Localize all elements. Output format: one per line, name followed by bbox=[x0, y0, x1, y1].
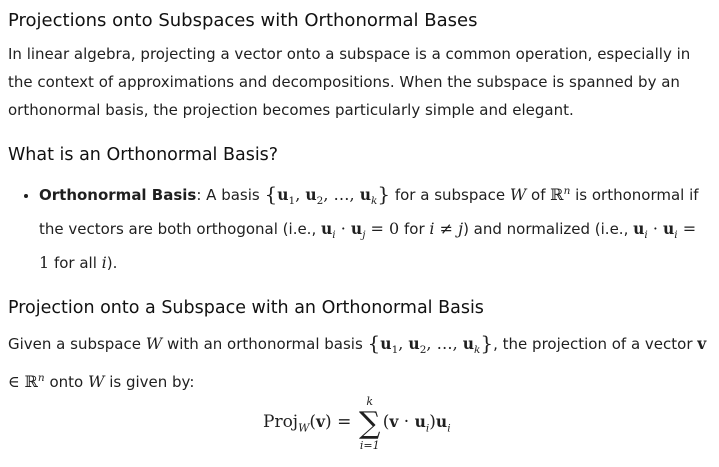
math-dots: , …, bbox=[323, 185, 360, 204]
math-u: u bbox=[305, 185, 317, 204]
sum-upper-limit: k bbox=[366, 395, 374, 408]
math-eq-one: = 1 bbox=[39, 219, 697, 272]
math-comma: , bbox=[398, 334, 409, 353]
math-paren: ( bbox=[309, 412, 317, 432]
math-u: u bbox=[321, 219, 333, 238]
math-sub-i: i bbox=[644, 229, 648, 241]
math-sub-k: k bbox=[370, 195, 378, 207]
math-open-brace: { bbox=[367, 331, 381, 355]
math-sub-j: j bbox=[362, 229, 366, 241]
math-i: i bbox=[101, 253, 107, 272]
math-u: u bbox=[633, 219, 645, 238]
math-sub-i: i bbox=[425, 422, 430, 435]
math-sup-n: n bbox=[563, 185, 571, 197]
definition-list bbox=[8, 177, 711, 277]
term-orthonormal-basis: Orthonormal Basis bbox=[39, 186, 197, 204]
sum-lower-limit: i=1 bbox=[359, 439, 380, 452]
math-close-brace: } bbox=[377, 182, 391, 206]
math-u: u bbox=[359, 185, 371, 204]
math-sub-i: i bbox=[332, 229, 336, 241]
sum-symbol: ∑ bbox=[359, 406, 381, 441]
math-u: u bbox=[350, 219, 363, 238]
math-v: v bbox=[316, 412, 326, 431]
math-open-brace: { bbox=[264, 182, 278, 206]
text-fragment: ) and normalized (i.e., bbox=[463, 220, 634, 238]
text-fragment: for a subspace bbox=[390, 186, 510, 204]
text-fragment: onto bbox=[44, 373, 88, 391]
math-paren: ( bbox=[382, 412, 390, 432]
text-fragment: , the projection of a vector bbox=[493, 335, 698, 353]
math-W: W bbox=[87, 372, 105, 391]
math-paren: ) bbox=[429, 412, 436, 432]
text-fragment: : A basis bbox=[196, 186, 265, 204]
math-u: u bbox=[408, 334, 420, 353]
math-proj: Proj bbox=[263, 412, 299, 432]
math-u: u bbox=[435, 412, 448, 431]
math-sub-W: W bbox=[298, 421, 310, 435]
math-comma: , bbox=[295, 185, 306, 204]
math-u: u bbox=[663, 219, 675, 238]
math-sub-i: i bbox=[674, 229, 678, 241]
intro-text: In linear algebra, projecting a vector onto a subspace is a common operation, especially in the context of approximations and decompositions. When the subspace is spanned by an orthonormal basis, the projection becomes particularly simple and elegant. bbox=[8, 45, 691, 119]
math-neq: ≠ bbox=[434, 219, 459, 238]
math-j: j bbox=[458, 219, 464, 238]
math-W: W bbox=[509, 185, 527, 204]
math-u: u bbox=[277, 185, 289, 204]
math-sub-1: 1 bbox=[391, 344, 399, 356]
intro-paragraph bbox=[8, 40, 711, 124]
math-dot: · bbox=[647, 219, 664, 238]
text-fragment: for bbox=[399, 220, 430, 238]
math-R: ℝ bbox=[24, 372, 38, 391]
math-sub-i: i bbox=[447, 422, 451, 435]
text-fragment: ). bbox=[106, 254, 118, 272]
math-R: ℝ bbox=[550, 185, 564, 204]
projection-paragraph bbox=[8, 329, 711, 396]
math-equals: = bbox=[331, 412, 357, 432]
math-sub-2: 2 bbox=[419, 344, 427, 356]
page-title: Projections onto Subspaces with Orthonormal Bases bbox=[8, 10, 478, 31]
math-dot: · bbox=[398, 412, 415, 432]
math-dots: , …, bbox=[426, 334, 463, 353]
math-v: v bbox=[389, 412, 399, 431]
text-fragment: is orthonormal if the vectors are both orthogonal (i.e., bbox=[39, 186, 699, 238]
math-u: u bbox=[462, 334, 475, 353]
projection-equation bbox=[8, 396, 711, 466]
math-sub-1: 1 bbox=[288, 195, 296, 207]
math-u: u bbox=[380, 334, 392, 353]
math-i: i bbox=[429, 219, 435, 238]
math-sub-k: k bbox=[474, 344, 481, 356]
definition-item bbox=[39, 177, 711, 277]
math-paren: ) bbox=[325, 412, 332, 432]
math-v: v bbox=[697, 334, 707, 353]
math-sub-2: 2 bbox=[316, 195, 324, 207]
math-close-brace: } bbox=[480, 331, 494, 355]
math-dot: · bbox=[335, 219, 351, 238]
math-u: u bbox=[414, 412, 426, 431]
math-W: W bbox=[145, 334, 163, 353]
text-fragment: for all bbox=[49, 254, 102, 272]
math-sup-n: n bbox=[37, 372, 45, 384]
math-in: ∈ bbox=[8, 372, 20, 391]
math-eq-zero: = 0 bbox=[365, 219, 400, 238]
text-fragment: is given by: bbox=[104, 373, 195, 391]
text-fragment: of bbox=[526, 186, 551, 204]
section-heading-projection: Projection onto a Subspace with an Orthonormal Basis bbox=[8, 298, 484, 318]
equation-line bbox=[263, 395, 451, 452]
text-fragment: Given a subspace bbox=[8, 335, 146, 353]
text-fragment: with an orthonormal basis bbox=[162, 335, 368, 353]
summation bbox=[357, 395, 383, 452]
section-heading-orthonormal-basis: What is an Orthonormal Basis? bbox=[8, 145, 279, 165]
